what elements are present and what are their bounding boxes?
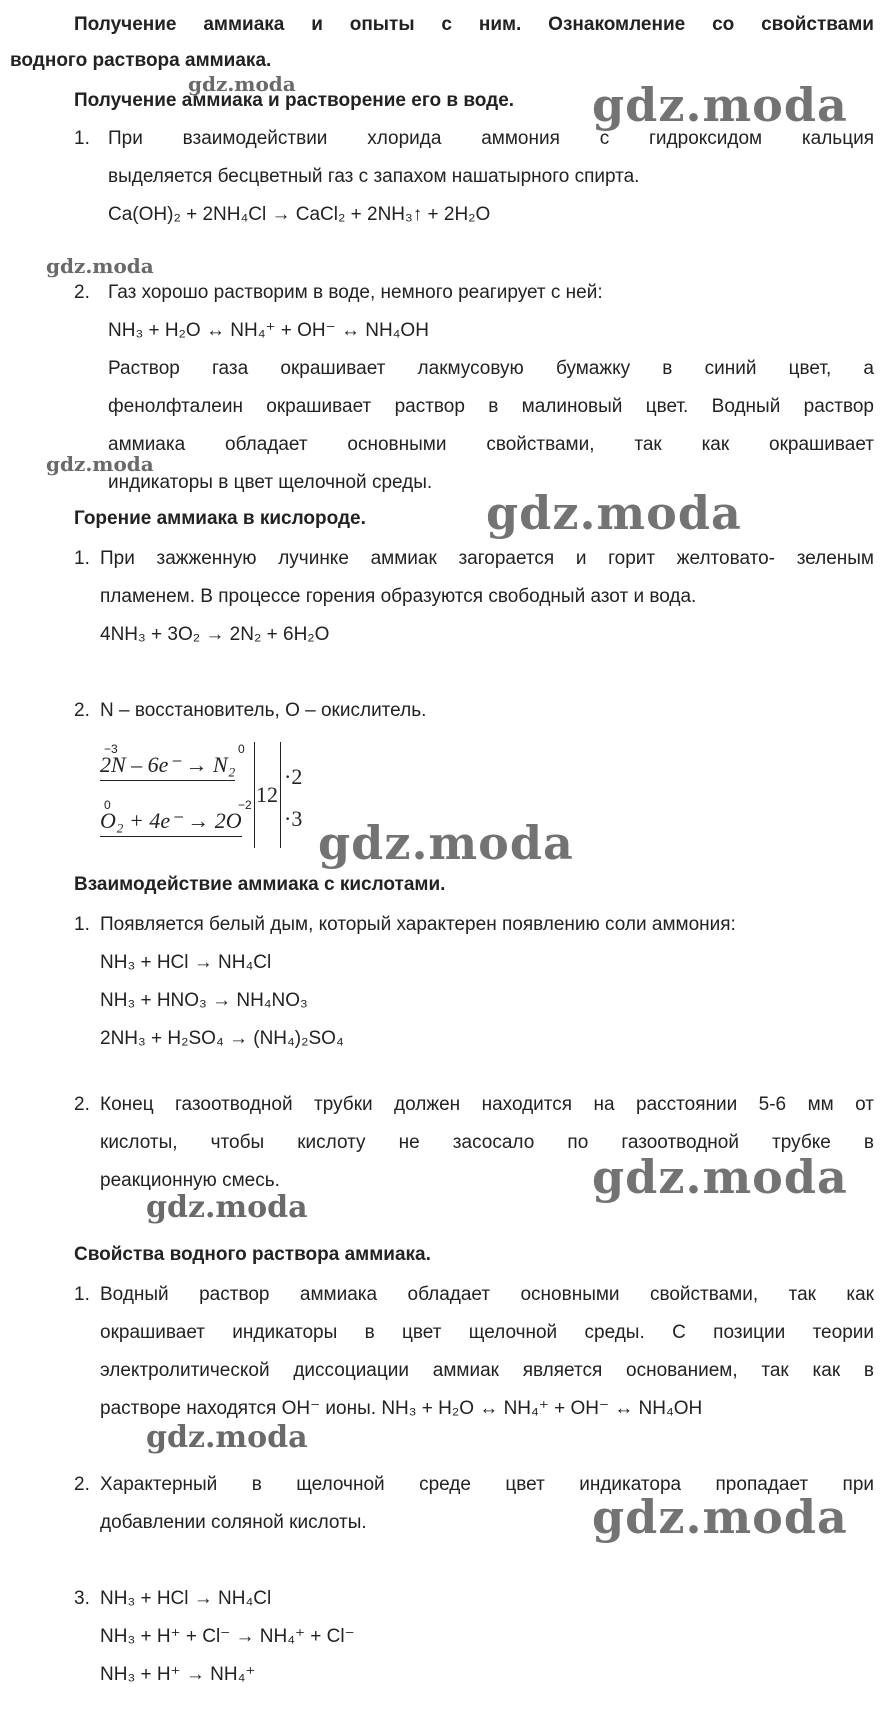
list-item-text: Раствор газа окрашивает лакмусовую бумажку в синий цвет, а [108,358,874,379]
list-item-text: выделяется бесцветный газ с запахом нашатырного спирта. [108,166,640,187]
equation: NH₃ + HCl → NH₄Cl [100,1588,272,1609]
list-item-text: При взаимодействии хлорида аммония с гидроксидом кальция [108,128,874,149]
list-item-text: реакционную смесь. [100,1170,280,1191]
list-item-text: электролитической диссоциации аммиак является основанием, так как в [100,1360,874,1381]
watermark-big: gdz.moda [592,1150,848,1204]
oxidation-state: −3 [104,742,118,756]
oxidation-state: −2 [238,798,252,812]
list-number: 2. [74,1474,90,1495]
redox-half-reaction: O₂ + 4e⁻ → 2O [100,808,242,837]
page-title-line1: Получение аммиака и опыты с ним. Ознакомление со свойствами [74,14,874,35]
list-item-text: растворе находятся OH⁻ ионы. NH₃ + H₂O ↔ NH₄⁺ + OH⁻ ↔ NH₄OH [100,1398,703,1419]
lcm-value: 12 [256,782,278,807]
section-heading: Горение аммиака в кислороде. [74,508,366,529]
divider [280,742,281,848]
equation: 2NH₃ + H₂SO₄ → (NH₄)₂SO₄ [100,1028,344,1049]
oxidation-state: 0 [104,798,111,812]
list-item-text: аммиака обладает основными свойствами, так как окрашивает [108,434,874,455]
watermark-small: gdz.moda [188,72,296,96]
multiplier: ·2 [284,764,303,789]
equation: NH₃ + H₂O ↔ NH₄⁺ + OH⁻ ↔ NH₄OH [108,320,429,341]
divider [254,742,255,848]
equation: Ca(OH)₂ + 2NH₄Cl → CaCl₂ + 2NH₃↑ + 2H₂O [108,204,491,225]
list-item-text: Газ хорошо растворим в воде, немного реагирует с ней: [108,282,603,303]
watermark-big: gdz.moda [318,816,574,870]
watermark-small: gdz.moda [146,1190,308,1225]
equation: NH₃ + HNO₃ → NH₄NO₃ [100,990,308,1011]
list-item-text: индикаторы в цвет щелочной среды. [108,472,433,493]
list-item-text: фенолфталеин окрашивает раствор в малиновый цвет. Водный раствор [108,396,874,417]
list-number: 1. [74,128,90,149]
list-item-text: Водный раствор аммиака обладает основными свойствами, так как [100,1284,874,1305]
section-heading: Свойства водного раствора аммиака. [74,1244,431,1265]
watermark-big: gdz.moda [592,78,848,132]
section-heading: Получение аммиака и растворение его в воде. [74,90,515,111]
list-item-text: кислоты, чтобы кислоту не засосало по газоотводной трубке в [100,1132,874,1153]
list-item-text: окрашивает индикаторы в цвет щелочной среды. С позиции теории [100,1322,874,1343]
list-item-text: При зажженную лучинке аммиак загорается и горит желтовато- зеленым [100,548,874,569]
watermark-small: gdz.moda [46,254,154,278]
list-number: 1. [74,914,90,935]
list-item-text: Характерный в щелочной среде цвет индикатора пропадает при [100,1474,874,1495]
list-number: 1. [74,548,90,569]
page-title-line2: водного раствора аммиака. [10,50,272,71]
list-item-text: добавлении соляной кислоты. [100,1512,367,1533]
list-number: 1. [74,1284,90,1305]
list-item-text: N – восстановитель, O – окислитель. [100,700,427,721]
equation: NH₃ + HCl → NH₄Cl [100,952,272,973]
equation: 4NH₃ + 3O₂ → 2N₂ + 6H₂O [100,624,330,645]
watermark-small: gdz.moda [46,452,154,476]
watermark-big: gdz.moda [486,486,742,540]
equation: NH₃ + H⁺ → NH₄⁺ [100,1664,256,1685]
multiplier: ·3 [284,806,303,831]
redox-half-reaction: 2N – 6e⁻ → N₂ [100,752,235,781]
watermark-small: gdz.moda [146,1420,308,1455]
list-item-text: Конец газоотводной трубки должен находится на расстоянии 5-6 мм от [100,1094,874,1115]
list-number: 2. [74,282,90,303]
section-heading: Взаимодействие аммиака с кислотами. [74,874,446,895]
equation: NH₃ + H⁺ + Cl⁻ → NH₄⁺ + Cl⁻ [100,1626,355,1647]
watermark-big: gdz.moda [592,1490,848,1544]
oxidation-state: 0 [238,742,245,756]
list-number: 3. [74,1588,90,1609]
list-item-text: Появляется белый дым, который характерен появлению соли аммония: [100,914,736,935]
list-number: 2. [74,1094,90,1115]
list-item-text: пламенем. В процессе горения образуются свободный азот и вода. [100,586,697,607]
list-number: 2. [74,700,90,721]
